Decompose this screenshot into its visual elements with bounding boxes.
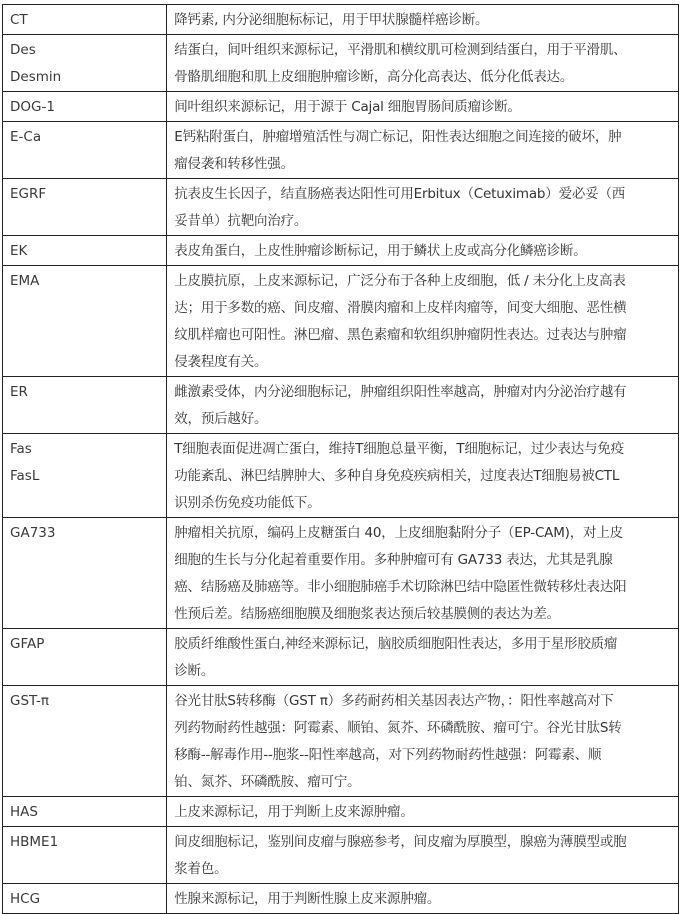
marker-name: DOG-1 xyxy=(10,99,55,115)
marker-name: GST-π xyxy=(10,693,50,709)
marker-name: HAS xyxy=(10,804,38,820)
marker-description-line: 降钙素, 内分泌细胞标标记，用于甲状腺髓样癌诊断。 xyxy=(174,12,489,28)
table-row xyxy=(3,518,679,629)
marker-name-cell xyxy=(3,35,167,92)
marker-table xyxy=(2,4,679,914)
marker-description-line: T细胞表面促进凋亡蛋白，维持T细胞总量平衡，T细胞标记，过少表达与免疫 xyxy=(174,441,624,457)
table-row xyxy=(3,884,679,914)
marker-description-line: 间皮细胞标记，鉴别间皮瘤与腺癌参考，间皮瘤为厚膜型，腺癌为薄膜型或胞 xyxy=(174,834,627,850)
marker-name-cell xyxy=(3,5,167,35)
marker-description-cell xyxy=(167,518,679,629)
marker-name-cell xyxy=(3,629,167,686)
marker-name: HCG xyxy=(10,891,41,907)
marker-description-line: 细胞的生长与分化起着重要作用。多种肿瘤可有 GA733 表达，尤其是乳腺 xyxy=(174,552,613,568)
marker-name: FasL xyxy=(10,468,40,484)
marker-description-line: 列药物耐药性越强：阿霉素、顺铂、氮芥、环磷酰胺、瘤可宁。谷光甘肽S转 xyxy=(174,720,622,736)
marker-description-cell xyxy=(167,179,679,236)
table-row xyxy=(3,797,679,827)
marker-description-line: 上皮来源标记，用于判断上皮来源肿瘤。 xyxy=(174,804,414,820)
marker-description-line: 雌激素受体，内分泌细胞标记，肿瘤组织阳性率越高，肿瘤对内分泌治疗越有 xyxy=(174,384,627,400)
marker-description-cell xyxy=(167,797,679,827)
marker-description-line: 铂、氮芥、环磷酰胺、瘤可宁。 xyxy=(174,774,361,790)
marker-name: Desmin xyxy=(10,69,62,85)
marker-name: EMA xyxy=(10,273,40,289)
marker-name: E-Ca xyxy=(10,129,42,145)
table-row xyxy=(3,5,679,35)
marker-description-line: 妥昔单）抗靶向治疗。 xyxy=(174,213,308,229)
marker-description-line: 表皮角蛋白，上皮性肿瘤诊断标记，用于鳞状上皮或高分化鳞癌诊断。 xyxy=(174,243,587,259)
marker-description-cell xyxy=(167,122,679,179)
marker-name-cell xyxy=(3,377,167,434)
marker-description-line: 瘤侵袭和转移性强。 xyxy=(174,156,294,172)
marker-name-cell xyxy=(3,884,167,914)
table-row xyxy=(3,629,679,686)
marker-name-cell xyxy=(3,686,167,797)
marker-table-body xyxy=(3,5,679,914)
marker-description-cell xyxy=(167,377,679,434)
marker-name-cell xyxy=(3,797,167,827)
table-row xyxy=(3,266,679,377)
marker-name: GFAP xyxy=(10,636,45,652)
marker-description-line: 间叶组织来源标记，用于源于 Cajal 细胞胃肠间质瘤诊断。 xyxy=(174,99,521,115)
marker-description-line: 侵袭程度有关。 xyxy=(174,354,268,370)
table-row xyxy=(3,377,679,434)
marker-description-line: 移酶--解毒作用--胞浆--阳性率越高，对下列药物耐药性越强：阿霉素、顺 xyxy=(174,747,602,763)
table-row xyxy=(3,236,679,266)
marker-description-cell xyxy=(167,827,679,884)
marker-description-line: 骨骼肌细胞和肌上皮细胞肿瘤诊断，高分化高表达、低分化低表达。 xyxy=(174,69,574,85)
marker-description-cell xyxy=(167,266,679,377)
marker-name-cell xyxy=(3,434,167,518)
marker-description-line: 达；用于多数的癌、间皮瘤、滑膜肉瘤和上皮样肉瘤等，间变大细胞、恶性横 xyxy=(174,300,627,316)
table-row xyxy=(3,434,679,518)
marker-description-line: 浆着色。 xyxy=(174,861,228,877)
marker-name: HBME1 xyxy=(10,834,59,850)
marker-description-line: E钙粘附蛋白，肿瘤增殖活性与凋亡标记，阳性表达细胞之间连接的破坏，肿 xyxy=(174,129,622,145)
marker-name: EGRF xyxy=(10,186,47,202)
table-row xyxy=(3,179,679,236)
table-row xyxy=(3,122,679,179)
marker-description-cell xyxy=(167,236,679,266)
marker-name-cell xyxy=(3,827,167,884)
marker-name-cell xyxy=(3,92,167,122)
marker-description-cell xyxy=(167,434,679,518)
marker-description-line: 诊断。 xyxy=(174,663,215,679)
marker-description-line: 效，预后越好。 xyxy=(174,411,268,427)
marker-description-cell xyxy=(167,5,679,35)
table-row xyxy=(3,35,679,92)
marker-name: ER xyxy=(10,384,28,400)
marker-description-line: 上皮膜抗原，上皮来源标记，广泛分布于各种上皮细胞，低 / 未分化上皮高表 xyxy=(174,273,626,289)
table-row xyxy=(3,92,679,122)
marker-name-cell xyxy=(3,518,167,629)
marker-name: Des xyxy=(10,42,36,58)
marker-description-line: 谷光甘肽S转移酶（GST π）多药耐药相关基因表达产物，：阳性率越高对下 xyxy=(174,693,614,709)
marker-description-cell xyxy=(167,92,679,122)
marker-description-cell xyxy=(167,884,679,914)
marker-description-line: 性预后差。结肠癌细胞膜及细胞浆表达预后较基膜侧的表达为差。 xyxy=(174,606,560,622)
marker-description-cell xyxy=(167,686,679,797)
marker-description-cell xyxy=(167,35,679,92)
marker-description-line: 识别杀伤免疫功能低下。 xyxy=(174,495,321,511)
marker-name: CT xyxy=(10,12,28,28)
marker-description-line: 癌、结肠癌及肺癌等。非小细胞肺癌手术切除淋巴结中隐匿性微转移灶表达阳 xyxy=(174,579,627,595)
marker-name-cell xyxy=(3,236,167,266)
marker-description-line: 功能紊乱、淋巴结脾肿大、多种自身免疫疾病相关，过度表达T细胞易被CTL xyxy=(174,468,620,484)
marker-name-cell xyxy=(3,266,167,377)
marker-description-line: 肿瘤相关抗原，编码上皮糖蛋白 40，上皮细胞黏附分子（EP-CAM)，对上皮 xyxy=(174,525,623,541)
marker-name-cell xyxy=(3,122,167,179)
marker-name: EK xyxy=(10,243,28,259)
marker-description-line: 纹肌样瘤也可阳性。淋巴瘤、黑色素瘤和软组织肿瘤阴性表达。过表达与肿瘤 xyxy=(174,327,627,343)
marker-name: Fas xyxy=(10,441,32,457)
marker-description-line: 性腺来源标记，用于判断性腺上皮来源肿瘤。 xyxy=(174,891,441,907)
marker-description-line: 胶质纤维酸性蛋白,神经来源标记，脑胶质细胞阳性表达，多用于星形胶质瘤 xyxy=(174,636,618,652)
marker-name: GA733 xyxy=(10,525,56,541)
table-row xyxy=(3,827,679,884)
marker-description-line: 抗表皮生长因子，结直肠癌表达阳性可用Erbitux（Cetuximab）爱必妥（西 xyxy=(174,186,626,202)
marker-description-line: 结蛋白，间叶组织来源标记，平滑肌和横纹肌可检测到结蛋白，用于平滑肌、 xyxy=(174,42,627,58)
marker-description-cell xyxy=(167,629,679,686)
marker-name-cell xyxy=(3,179,167,236)
table-row xyxy=(3,686,679,797)
